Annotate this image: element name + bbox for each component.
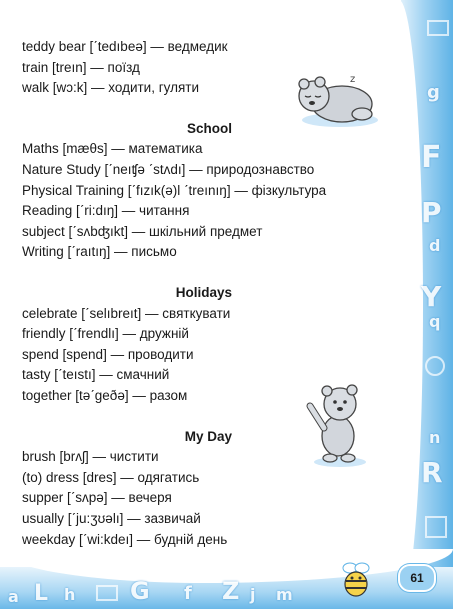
vocabulary-entry: usually [ˊju:ʒʊəlı] — зазвичай: [22, 511, 201, 526]
page-number: 61: [398, 564, 436, 592]
deco-letter: a: [8, 587, 19, 606]
deco-letter: m: [276, 585, 293, 604]
sleeping-bear-icon: [290, 70, 384, 130]
deco-letter: f: [184, 583, 192, 604]
envelope-icon: [96, 585, 118, 601]
vocabulary-entry: supper [ˊsʌpə] — вечеря: [22, 490, 172, 506]
vocabulary-entry: spend [spend] — проводити: [22, 346, 194, 362]
deco-letter: g: [427, 82, 440, 103]
deco-letter: G: [130, 577, 150, 605]
deco-letter: R: [421, 456, 443, 489]
vocabulary-entry: Writing [ˊraıtıŋ] — письмо: [22, 244, 177, 260]
vocabulary-entry: Maths [mæθs] — математика: [22, 141, 203, 157]
right-decorative-strip: [401, 0, 453, 609]
vocabulary-entry: tasty [ˊteıstı] — смачний: [22, 367, 170, 383]
deco-letter: F: [421, 140, 442, 175]
waving-bear-icon: [304, 378, 370, 468]
deco-letter: d: [429, 236, 441, 255]
bee-icon: [336, 560, 380, 600]
vocabulary-entry: weekday [ˊwi:kdeı] — будній день: [22, 531, 228, 547]
section-heading: Holidays: [175, 285, 232, 300]
deco-letter: Z: [222, 577, 240, 605]
deco-letter: L: [34, 581, 49, 606]
vocabulary-entry: Nature Study [ˊneıʧə ˊstʌdı] — природознавство: [22, 162, 315, 177]
ring-icon: [425, 356, 445, 376]
vocabulary-entry: train [treın] — поїзд: [22, 59, 140, 75]
frame-icon: [425, 516, 447, 538]
section-heading: School: [186, 120, 232, 136]
vocabulary-entry: teddy bear [ˊtedıbeə] — ведмедик: [22, 39, 228, 54]
deco-letter: n: [429, 428, 441, 447]
deco-letter: j: [250, 585, 256, 604]
envelope-icon: [427, 20, 449, 36]
strip-wave: [383, 0, 423, 609]
svg-text:z: z: [350, 74, 356, 85]
deco-letter: Y: [421, 280, 442, 313]
bottom-decorative-strip: [0, 567, 453, 609]
section-heading: My Day: [184, 428, 232, 444]
vocabulary-entry: Physical Training [ˊfızık(ə)l ˊtreınıŋ] — фізкультура: [22, 182, 327, 198]
deco-letter: P: [421, 196, 442, 229]
vocabulary-entry: (to) dress [dres] — одягатись: [22, 469, 200, 485]
vocabulary-entry: Reading [ˊri:dıŋ] — читання: [22, 203, 190, 219]
vocabulary-entry: brush [brʌʃ] — чистити: [22, 449, 159, 465]
vocabulary-entry: together [təˊgeðə] — разом: [22, 388, 188, 403]
vocabulary-entry: subject [ˊsʌbʤıkt] — шкільний предмет: [22, 223, 263, 239]
deco-letter: h: [64, 585, 76, 604]
vocabulary-entry: walk [wɔ:k] — ходити, гуляти: [22, 80, 200, 96]
vocabulary-entry: friendly [ˊfrendlı] — дружній: [22, 326, 189, 342]
vocabulary-entry: celebrate [ˊselıbreıt] — святкувати: [22, 305, 231, 321]
deco-letter: q: [429, 312, 441, 331]
